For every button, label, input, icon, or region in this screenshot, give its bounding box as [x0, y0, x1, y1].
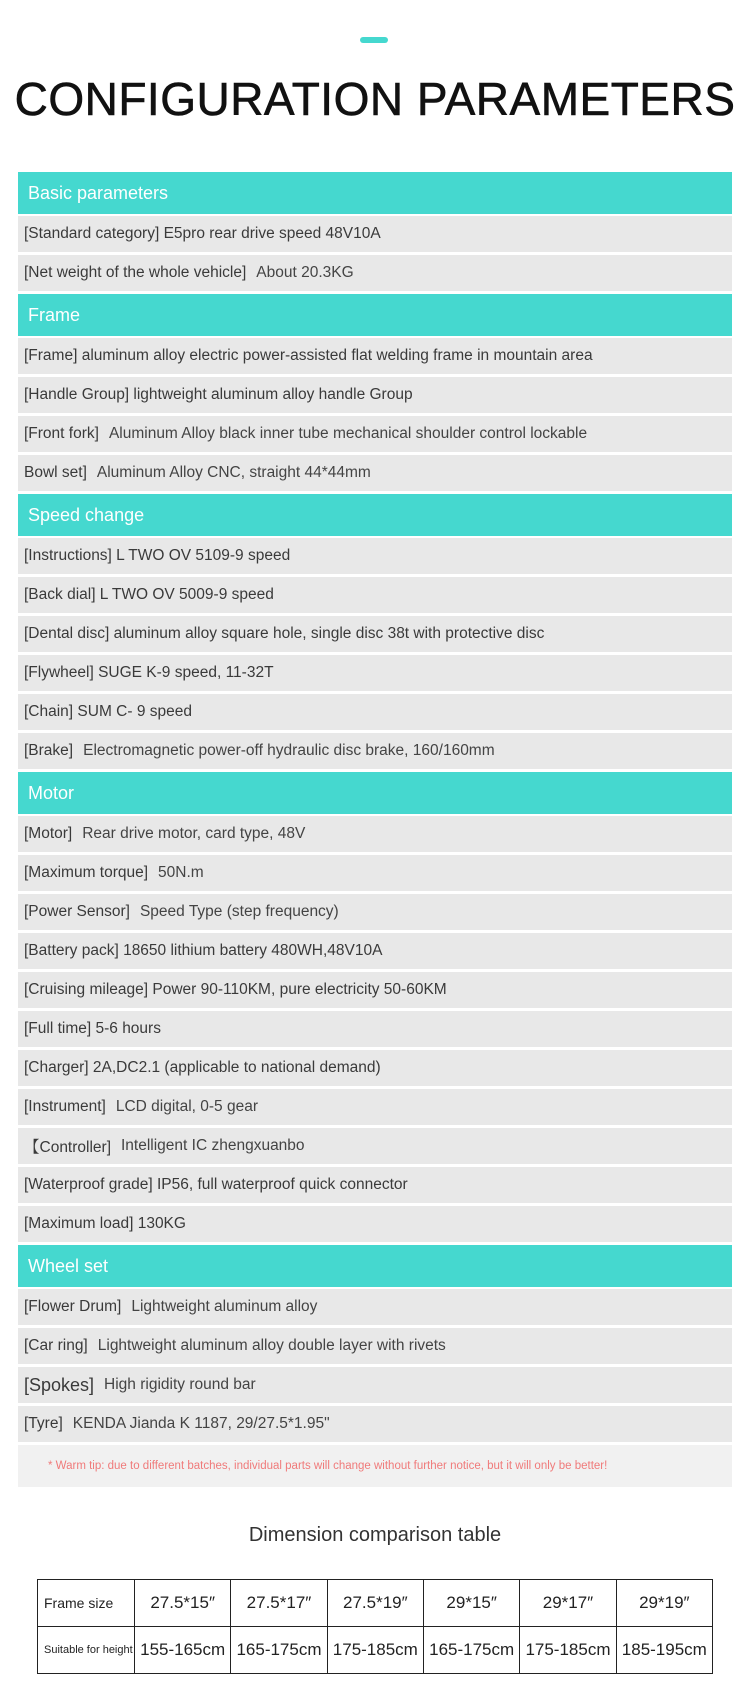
section-header: Frame [18, 294, 732, 336]
spec-key: [Charger] 2A,DC2.1 (applicable to national demand) [24, 1059, 381, 1076]
spec-row [18, 1089, 732, 1125]
spec-row [18, 538, 732, 574]
height-row [38, 1627, 713, 1674]
spec-value: Electromagnetic power-off hydraulic disc brake, 160/160mm [83, 742, 495, 759]
spec-key: [Motor] [24, 825, 73, 842]
spec-row [18, 1289, 732, 1325]
spec-key: [Tyre] [24, 1415, 63, 1432]
spec-value: Lightweight aluminum alloy double layer with rivets [97, 1337, 446, 1354]
spec-key: Bowl set] [24, 464, 87, 481]
spec-value: Aluminum Alloy CNC, straight 44*44mm [96, 464, 371, 481]
section-header: Basic parameters [18, 172, 732, 214]
spec-value: KENDA Jianda K 1187, 29/27.5*1.95" [72, 1415, 330, 1432]
spec-key: [Spokes] [24, 1374, 95, 1395]
height-cell: 175-185cm [520, 1627, 616, 1674]
spec-key: [Handle Group] lightweight aluminum alloy handle Group [24, 386, 413, 403]
spec-key: [Instrument] [24, 1098, 106, 1115]
spec-value: Lightweight aluminum alloy [131, 1298, 318, 1315]
spec-row [18, 972, 732, 1008]
spec-row [18, 416, 732, 452]
frame-size-cell: 27.5*19″ [327, 1580, 423, 1627]
frame-size-label: Frame size [38, 1580, 135, 1627]
spec-value: LCD digital, 0-5 gear [115, 1098, 259, 1115]
spec-key: [Maximum torque] [24, 864, 149, 881]
frame-size-cell: 29*15″ [423, 1580, 519, 1627]
spec-value: Aluminum Alloy black inner tube mechanical shoulder control lockable [108, 425, 588, 442]
spec-row [18, 616, 732, 652]
spec-key: [Flower Drum] [24, 1298, 122, 1315]
section-header: Speed change [18, 494, 732, 536]
height-cell: 165-175cm [231, 1627, 327, 1674]
spec-key: [Car ring] [24, 1337, 88, 1354]
spec-row [18, 733, 732, 769]
height-cell: 155-165cm [135, 1627, 231, 1674]
spec-table [18, 172, 732, 1487]
height-cell: 185-195cm [616, 1627, 712, 1674]
warm-tip: * Warm tip: due to different batches, individual parts will change without further notice, but it will only be better! [18, 1445, 732, 1487]
dimension-table [37, 1579, 713, 1674]
frame-size-cell: 29*19″ [616, 1580, 712, 1627]
height-cell: 175-185cm [327, 1627, 423, 1674]
spec-row [18, 1406, 732, 1442]
spec-value: About 20.3KG [256, 264, 354, 281]
height-label: Suitable for height [38, 1627, 135, 1674]
spec-key: [Dental disc] aluminum alloy square hole, single disc 38t with protective disc [24, 625, 545, 642]
spec-row [18, 694, 732, 730]
spec-row [18, 655, 732, 691]
spec-row [18, 1206, 732, 1242]
spec-key: [Maximum load] 130KG [24, 1215, 186, 1232]
spec-key: [Net weight of the whole vehicle] [24, 264, 247, 281]
spec-key: [Full time] 5-6 hours [24, 1020, 161, 1037]
spec-value: Intelligent IC zhengxuanbo [121, 1137, 305, 1154]
spec-value: Speed Type (step frequency) [139, 903, 339, 920]
spec-row [18, 577, 732, 613]
spec-row [18, 1011, 732, 1047]
spec-row [18, 1328, 732, 1364]
frame-size-row [38, 1580, 713, 1627]
spec-key: [Back dial] L TWO OV 5009-9 speed [24, 586, 274, 603]
spec-value: High rigidity round bar [104, 1376, 256, 1393]
spec-value: 50N.m [158, 864, 204, 881]
page-title: CONFIGURATION PARAMETERS [14, 73, 736, 125]
spec-row [18, 1128, 732, 1164]
spec-key: 【Controller] [24, 1139, 111, 1156]
spec-key: [Cruising mileage] Power 90-110KM, pure electricity 50-60KM [24, 981, 447, 998]
frame-size-cell: 27.5*15″ [135, 1580, 231, 1627]
spec-row [18, 894, 732, 930]
spec-key: [Brake] [24, 742, 74, 759]
section-header: Wheel set [18, 1245, 732, 1287]
spec-row [18, 855, 732, 891]
spec-key: [Standard category] E5pro rear drive speed 48V10A [24, 225, 381, 242]
spec-key: [Flywheel] SUGE K-9 speed, 11-32T [24, 664, 274, 681]
spec-key: [Chain] SUM C- 9 speed [24, 703, 192, 720]
section-header: Motor [18, 772, 732, 814]
spec-row [18, 338, 732, 374]
spec-key: [Front fork] [24, 425, 99, 442]
spec-row [18, 816, 732, 852]
spec-key: [Instructions] L TWO OV 5109-9 speed [24, 547, 291, 564]
spec-key: [Waterproof grade] IP56, full waterproof quick connector [24, 1176, 408, 1193]
spec-key: [Power Sensor] [24, 903, 130, 920]
spec-row [18, 933, 732, 969]
spec-key: [Frame] aluminum alloy electric power-assisted flat welding frame in mountain area [24, 347, 593, 364]
spec-row [18, 1367, 732, 1403]
spec-row [18, 255, 732, 291]
spec-row [18, 1167, 732, 1203]
frame-size-cell: 27.5*17″ [231, 1580, 327, 1627]
spec-key: [Battery pack] 18650 lithium battery 480WH,48V10A [24, 942, 383, 959]
spec-row [18, 455, 732, 491]
spec-value: Rear drive motor, card type, 48V [82, 825, 306, 842]
dimension-table-title: Dimension comparison table [248, 1524, 502, 1546]
height-cell: 165-175cm [423, 1627, 519, 1674]
spec-row [18, 1050, 732, 1086]
frame-size-cell: 29*17″ [520, 1580, 616, 1627]
spec-row [18, 216, 732, 252]
spec-row [18, 377, 732, 413]
accent-bar [360, 37, 388, 43]
